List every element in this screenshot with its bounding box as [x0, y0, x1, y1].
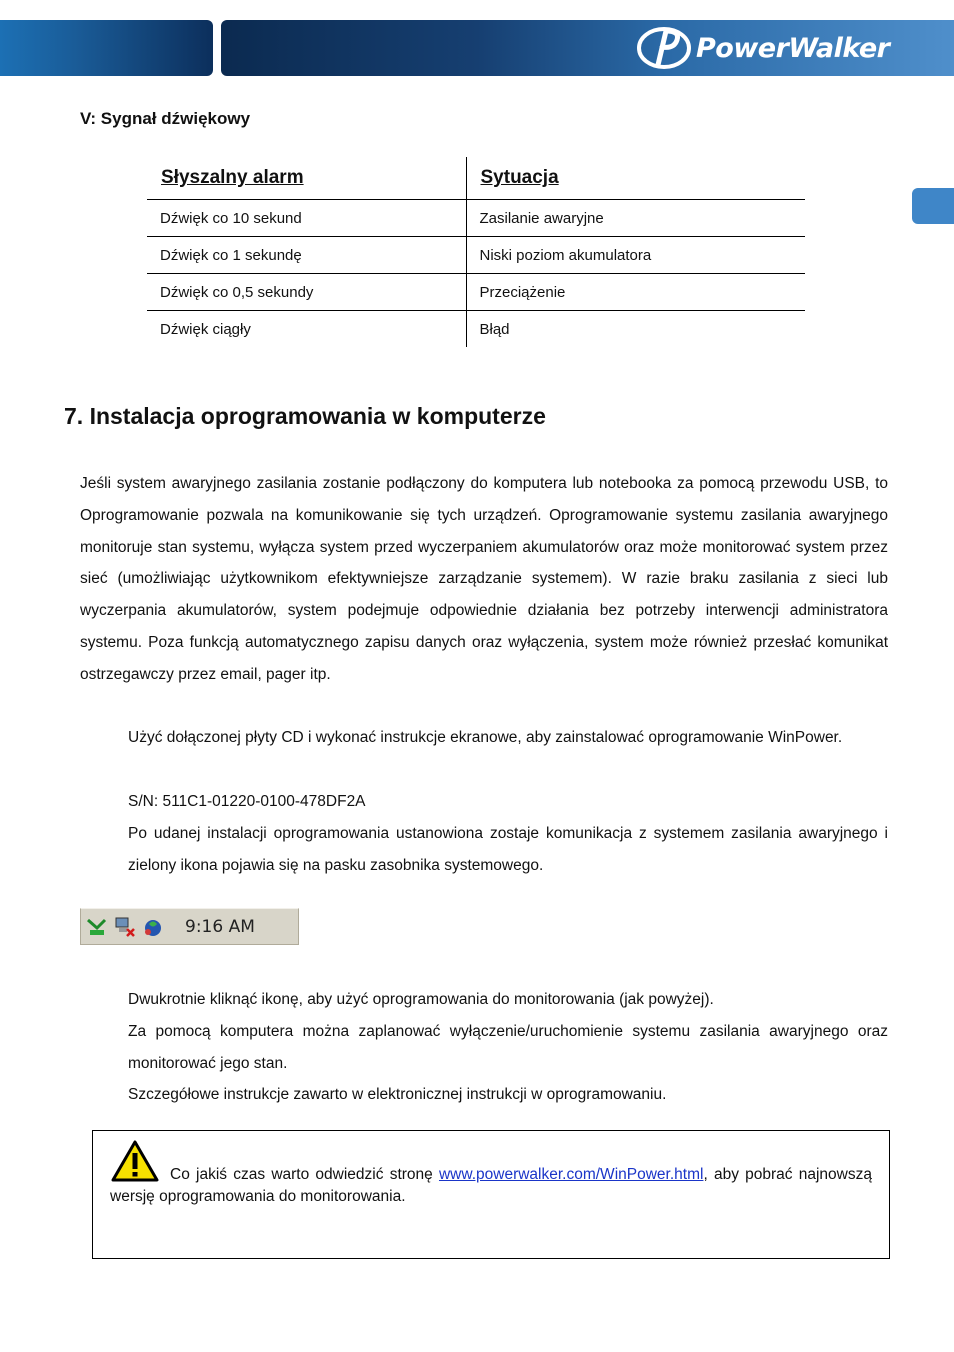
winpower-tray-icon [85, 915, 109, 939]
powerwalker-logo-icon [636, 25, 692, 71]
schedule-text: Za pomocą komputera można zaplanować wyłączenie/uruchomienie systemu zasilania awaryjnego oraz monitorować jego stan. [128, 1023, 888, 1072]
double-click-text: Dwukrotnie kliknąć ikonę, aby użyć oprogramowania do monitorowania (jak powyżej). [128, 991, 714, 1008]
brand-name: PowerWalker [696, 32, 890, 64]
situation-cell: Zasilanie awaryjne [466, 200, 805, 237]
note-text-before: Co jakiś czas warto odwiedzić stronę [170, 1166, 439, 1183]
winpower-link[interactable]: www.powerwalker.com/WinPower.html [438, 1166, 704, 1183]
alarm-cell: Dźwięk ciągły [147, 311, 466, 348]
brand-logo [636, 24, 946, 72]
table-row [147, 200, 805, 237]
install-result: Po udanej instalacji oprogramowania ustanowiona zostaje komunikacja z systemem zasilania awaryjnego i zielony ikona pojawia się na pasku zasobnika systemowego. [128, 825, 888, 874]
clock-time: 9:16 AM [185, 916, 255, 937]
side-tab [912, 188, 954, 224]
note-box [92, 1130, 890, 1259]
serial-number: S/N: 511C1-01220-0100-478DF2A [128, 793, 366, 810]
details-text: Szczegółowe instrukcje zawarto w elektronicznej instrukcji w oprogramowaniu. [128, 1086, 667, 1103]
alarm-table [147, 157, 805, 347]
header-left-bar [0, 20, 213, 76]
network-icon [113, 915, 137, 939]
chapter-title: 7. Instalacja oprogramowania w komputerze [64, 403, 546, 429]
intro-paragraph: Jeśli system awaryjnego zasilania zostanie podłączony do komputera lub notebooka za pomocą przewodu USB, to Oprogramowanie pozwala na komunikowanie się tych urządzeń. Oprogramowanie systemu zasilania awaryjnego monitoruje stan systemu, wyłącza system przed wyczerpaniem akumulatorów oraz może monitorować system przez sieć (umożliwiając użytkownikom efektywniejsze zarządzanie systemem). W razie braku zasilania z sieci lub wyczerpania akumulatorów, system podejmuje odpowiednie działania bez potrzeby interwencji administratora systemu. Poza funkcją automatycznego zapisu danych oraz wyłączenia, system może również przesłać komunikat ostrzegawczy przez email, pager itp. [80, 475, 888, 683]
sound-section-title: V: Sygnał dźwiękowy [80, 109, 251, 128]
situation-cell: Niski poziom akumulatora [466, 237, 805, 274]
note-text [110, 1164, 872, 1208]
situation-cell: Błąd [479, 320, 510, 338]
header-situation: Sytuacja [466, 157, 805, 200]
alarm-cell: Dźwięk co 10 sekund [147, 200, 466, 237]
table-row [147, 274, 805, 311]
alarm-cell: Dźwięk co 1 sekundę [147, 237, 466, 274]
header-alarm: Słyszalny alarm [147, 157, 466, 200]
app-tray-icon [141, 915, 165, 939]
system-tray-image [80, 908, 299, 945]
note-text-after: , aby pobrać najnowszą wersję oprogramowania do monitorowania. [110, 1166, 872, 1205]
situation-cell: Przeciążenie [466, 274, 805, 311]
alarm-cell: Dźwięk co 0,5 sekundy [147, 274, 466, 311]
table-row [147, 237, 805, 274]
install-instruction: Użyć dołączonej płyty CD i wykonać instrukcje ekranowe, aby zainstalować oprogramowanie WinPower. [128, 729, 843, 746]
table-row [147, 311, 805, 348]
